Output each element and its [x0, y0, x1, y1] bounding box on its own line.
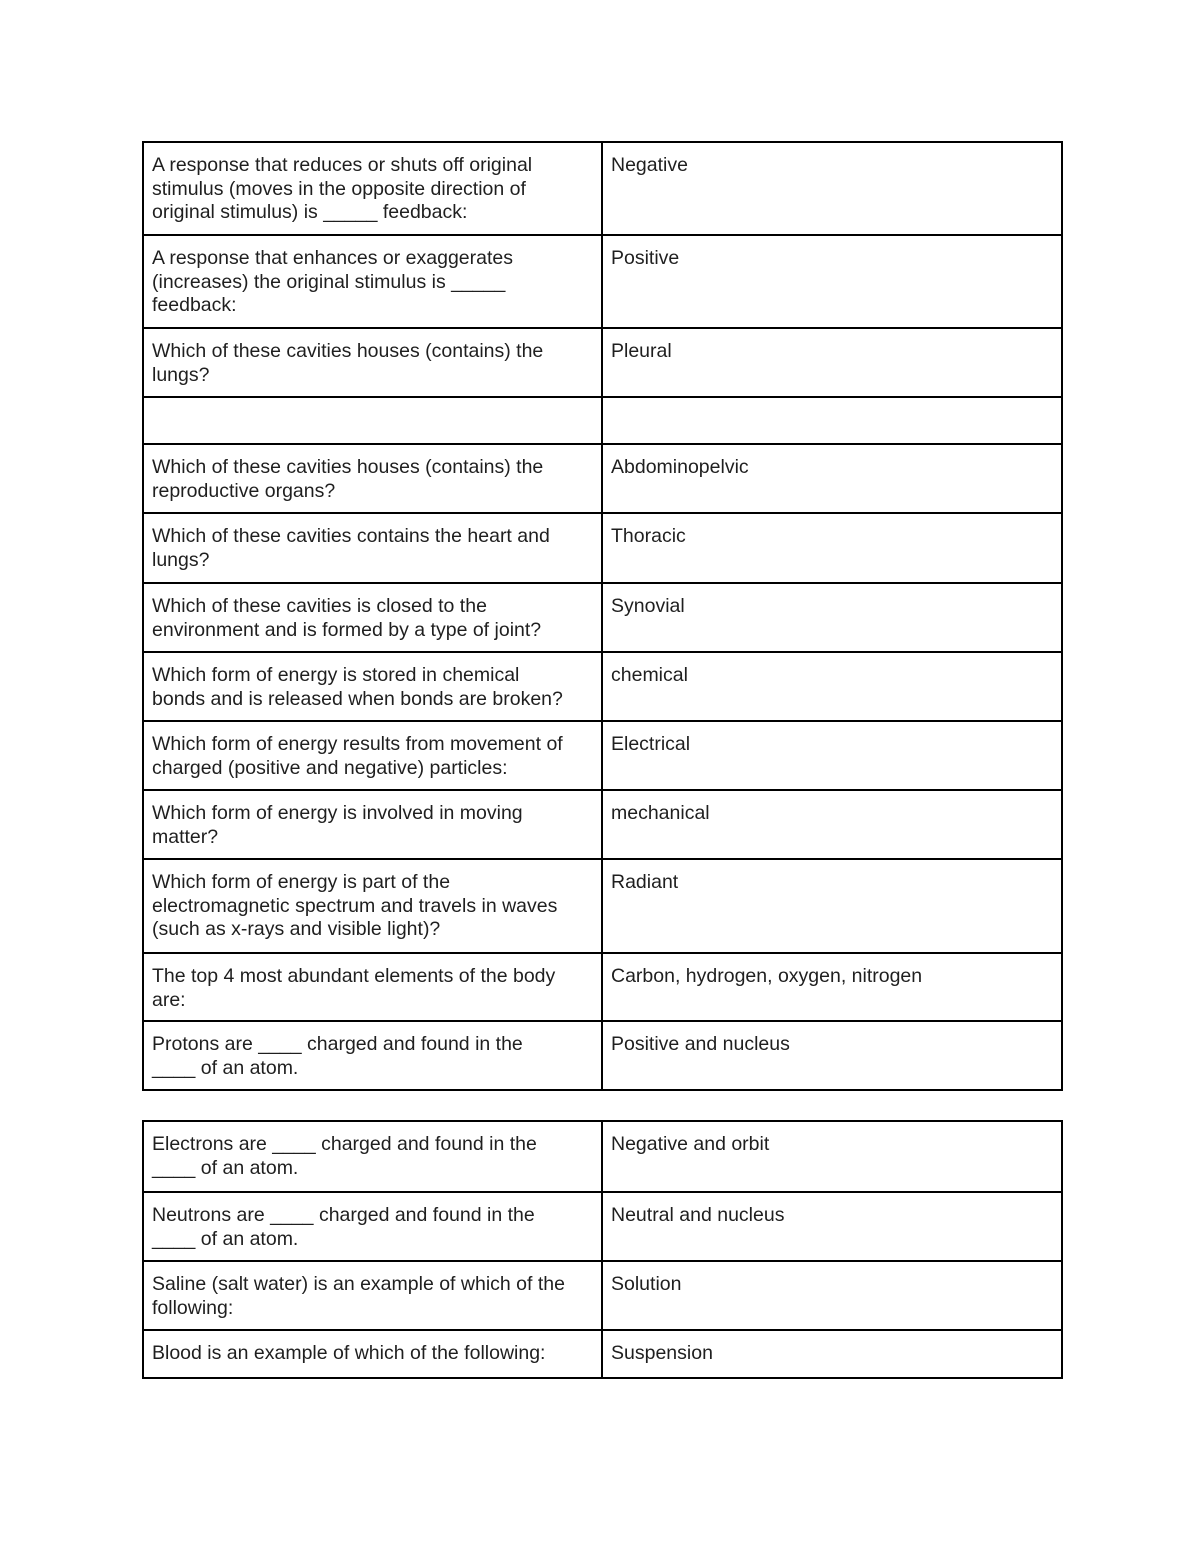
table-row	[143, 513, 1062, 583]
answer-cell: Suspension	[602, 1330, 1062, 1378]
question-cell: A response that reduces or shuts off original stimulus (moves in the opposite direction of original stimulus) is _____ feedback:	[143, 142, 602, 235]
answer-cell: mechanical	[602, 790, 1062, 859]
question-cell: The top 4 most abundant elements of the body are:	[143, 953, 602, 1021]
answer-cell: Negative	[602, 142, 1062, 235]
question-cell: Electrons are ____ charged and found in the ____ of an atom.	[143, 1121, 602, 1192]
table-row	[143, 1192, 1062, 1261]
qa-table-1	[142, 141, 1063, 1091]
answer-cell: Synovial	[602, 583, 1062, 652]
question-cell: Protons are ____ charged and found in the ____ of an atom.	[143, 1021, 602, 1090]
table-row	[143, 953, 1062, 1021]
table-row	[143, 721, 1062, 790]
question-cell: Which of these cavities houses (contains) the reproductive organs?	[143, 444, 602, 513]
table-row	[143, 235, 1062, 328]
answer-cell: Positive	[602, 235, 1062, 328]
table-row	[143, 652, 1062, 721]
table-row	[143, 1121, 1062, 1192]
table-row	[143, 583, 1062, 652]
question-cell: Which of these cavities houses (contains) the lungs?	[143, 328, 602, 397]
question-cell	[143, 397, 602, 444]
answer-cell: Pleural	[602, 328, 1062, 397]
answer-cell: Abdominopelvic	[602, 444, 1062, 513]
answer-cell: chemical	[602, 652, 1062, 721]
answer-cell: Radiant	[602, 859, 1062, 953]
qa-table-2	[142, 1120, 1063, 1379]
table-row	[143, 444, 1062, 513]
table-row	[143, 142, 1062, 235]
question-cell: Which form of energy results from movement of charged (positive and negative) particles:	[143, 721, 602, 790]
answer-cell: Positive and nucleus	[602, 1021, 1062, 1090]
table-row	[143, 1330, 1062, 1378]
answer-cell	[602, 397, 1062, 444]
answer-cell: Thoracic	[602, 513, 1062, 583]
question-cell: Neutrons are ____ charged and found in the ____ of an atom.	[143, 1192, 602, 1261]
answer-cell: Carbon, hydrogen, oxygen, nitrogen	[602, 953, 1062, 1021]
question-cell: Which form of energy is stored in chemical bonds and is released when bonds are broken?	[143, 652, 602, 721]
table-row	[143, 1021, 1062, 1090]
table-row	[143, 1261, 1062, 1330]
question-cell: Blood is an example of which of the following:	[143, 1330, 602, 1378]
question-cell: Saline (salt water) is an example of which of the following:	[143, 1261, 602, 1330]
answer-cell: Negative and orbit	[602, 1121, 1062, 1192]
table-row	[143, 397, 1062, 444]
answer-cell: Solution	[602, 1261, 1062, 1330]
table-row	[143, 328, 1062, 397]
question-cell: Which form of energy is involved in moving matter?	[143, 790, 602, 859]
question-cell: A response that enhances or exaggerates (increases) the original stimulus is _____ feedback:	[143, 235, 602, 328]
answer-cell: Neutral and nucleus	[602, 1192, 1062, 1261]
answer-cell: Electrical	[602, 721, 1062, 790]
question-cell: Which form of energy is part of the electromagnetic spectrum and travels in waves (such as x-rays and visible light)?	[143, 859, 602, 953]
question-cell: Which of these cavities contains the heart and lungs?	[143, 513, 602, 583]
question-cell: Which of these cavities is closed to the environment and is formed by a type of joint?	[143, 583, 602, 652]
table-row	[143, 790, 1062, 859]
table-row	[143, 859, 1062, 953]
